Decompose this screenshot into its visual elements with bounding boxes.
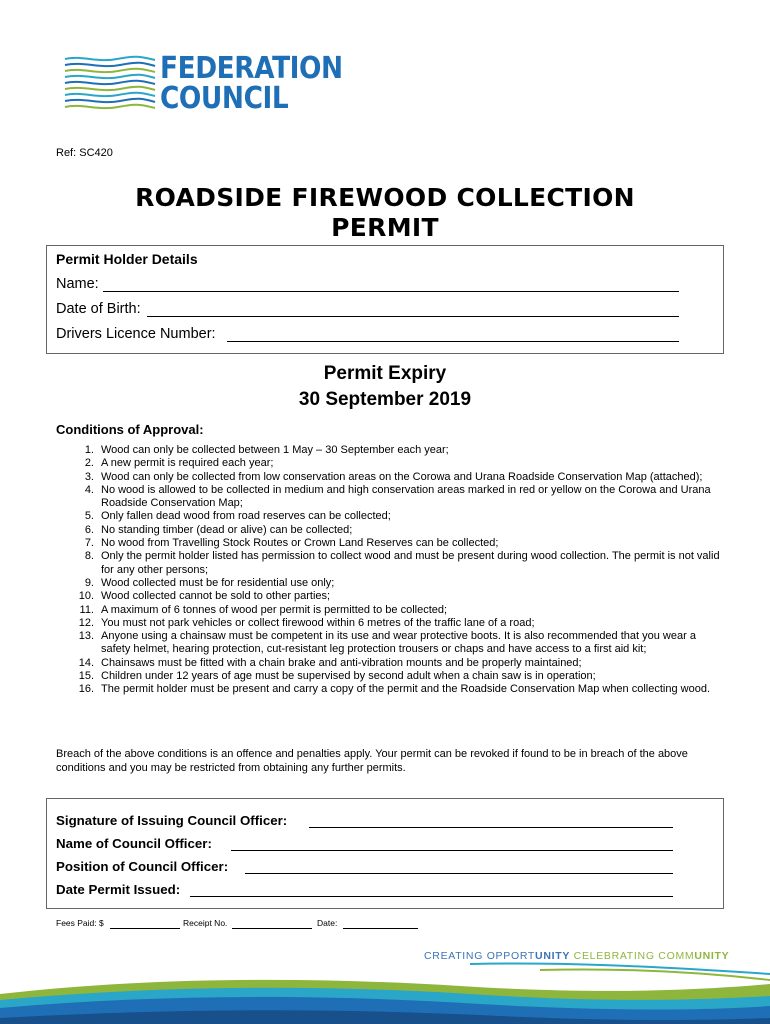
expiry-date: 30 September 2019 (298, 389, 472, 410)
condition-item (56, 550, 721, 577)
signature-label: Signature of Issuing Council Officer: (56, 813, 288, 828)
condition-number: 1. (84, 444, 94, 456)
footer-tagline-part2: UNITY (535, 950, 571, 962)
condition-item (56, 524, 721, 537)
condition-text: A new permit is required each year; (101, 457, 274, 470)
condition-number: 16. (78, 683, 94, 696)
condition-item (56, 670, 721, 683)
condition-text: No standing timber (dead or alive) can be collected; (101, 523, 353, 536)
condition-item (56, 617, 721, 630)
condition-number: 14. (78, 656, 94, 669)
condition-number: 15. (78, 670, 94, 683)
condition-text: Chainsaws must be fitted with a chain brake and anti-vibration mounts and be properly maintained; (101, 656, 582, 669)
name-label: Name: (56, 276, 99, 292)
footer-tagline-part1: CREATING OPPORT (424, 950, 536, 962)
condition-text: Wood can only be collected from low conservation areas on the Corowa and Urana Roadside Conservation Map (attached); (101, 470, 703, 483)
page-title-line2: PERMIT (331, 213, 439, 242)
condition-item (56, 484, 721, 511)
conditions-title: Conditions of Approval: (56, 422, 204, 437)
licence-field[interactable] (227, 341, 679, 342)
signature-field[interactable] (309, 827, 673, 828)
condition-text: A maximum of 6 tonnes of wood per permit is permitted to be collected; (101, 603, 448, 616)
officer-name-field[interactable] (231, 850, 673, 851)
logo-text-line2: COUNCIL (160, 81, 289, 116)
condition-number: 5. (84, 510, 94, 523)
condition-number: 13. (78, 630, 94, 643)
condition-text: Anyone using a chainsaw must be competent in its use and wear protective boots. It is also recommended that you wear a safety helmet, hearing protection, cut-resistant leg protection trousers or chaps and have access to a first aid kit; (101, 630, 696, 656)
condition-text: No wood is allowed to be collected in medium and high conservation areas marked in red or yellow on the Corowa and Urana Roadside Conservation Map; (101, 483, 711, 510)
condition-text: Children under 12 years of age must be supervised by second adult when a chain saw is in operation; (101, 670, 596, 683)
condition-text: Wood collected must be for residential use only; (101, 576, 335, 589)
footer-tagline-part3: CELEBRATING COMM (570, 950, 695, 962)
date-issued-field[interactable] (190, 896, 673, 897)
condition-number: 7. (84, 537, 94, 550)
condition-number: 12. (78, 616, 94, 629)
condition-item (56, 457, 721, 470)
officer-position-label: Position of Council Officer: (56, 859, 229, 874)
condition-text: Wood can only be collected between 1 May – 30 September each year; (101, 444, 449, 456)
officer-name-label: Name of Council Officer: (56, 836, 212, 851)
page-title-line1: ROADSIDE FIREWOOD COLLECTION (135, 183, 635, 212)
condition-item (56, 537, 721, 550)
condition-text: Only the permit holder listed has permission to collect wood and must be present during wood collection. The permit is not valid for any other persons; (101, 550, 720, 576)
dob-label: Date of Birth: (56, 301, 141, 317)
name-field[interactable] (103, 291, 679, 292)
receipt-label: Receipt No. (183, 918, 228, 928)
logo-waves-icon (62, 55, 157, 115)
fees-paid-label: Fees Paid: $ (56, 918, 104, 928)
condition-item (56, 657, 721, 670)
condition-number: 6. (84, 523, 94, 536)
condition-number: 10. (78, 590, 94, 603)
officer-position-field[interactable] (245, 873, 673, 874)
condition-text: You must not park vehicles or collect firewood within 6 metres of the traffic lane of a road; (101, 616, 535, 629)
footer-tagline-part4: UNITY (694, 950, 730, 962)
condition-number: 8. (84, 550, 94, 563)
condition-item (56, 604, 721, 617)
condition-text: Wood collected cannot be sold to other parties; (101, 590, 331, 603)
breach-notice: Breach of the above conditions is an offence and penalties apply. Your permit can be revoked if found to be in breach of the above conditions and you may be restricted from obtaining any further permits. (56, 748, 688, 774)
condition-item (56, 471, 721, 484)
condition-item (56, 510, 721, 523)
condition-text: No wood from Travelling Stock Routes or Crown Land Reserves can be collected; (101, 537, 499, 550)
permit-holder-heading: Permit Holder Details (56, 251, 198, 267)
condition-item (56, 577, 721, 590)
condition-number: 4. (84, 483, 94, 496)
fees-paid-field[interactable] (110, 928, 180, 929)
receipt-field[interactable] (232, 928, 312, 929)
condition-number: 9. (84, 576, 94, 589)
condition-item (56, 444, 721, 457)
condition-number: 11. (79, 603, 94, 616)
expiry-heading: Permit Expiry (323, 363, 447, 384)
condition-number: 2. (84, 457, 94, 470)
condition-item (56, 683, 721, 696)
footer-waves-icon (0, 960, 770, 1024)
fees-date-field[interactable] (343, 928, 418, 929)
condition-item (56, 590, 721, 603)
condition-number: 3. (84, 470, 94, 483)
condition-item (56, 630, 721, 657)
date-issued-label: Date Permit Issued: (56, 882, 181, 897)
condition-text: Only fallen dead wood from road reserves can be collected; (101, 510, 391, 523)
conditions-list (56, 444, 721, 697)
reference-number: Ref: SC420 (56, 147, 113, 159)
logo-text-line1: FEDERATION (160, 51, 343, 86)
fees-date-label: Date: (317, 918, 338, 928)
dob-field[interactable] (147, 316, 679, 317)
licence-label: Drivers Licence Number: (56, 326, 216, 342)
condition-text: The permit holder must be present and carry a copy of the permit and the Roadside Conservation Map when collecting wood. (101, 683, 710, 696)
